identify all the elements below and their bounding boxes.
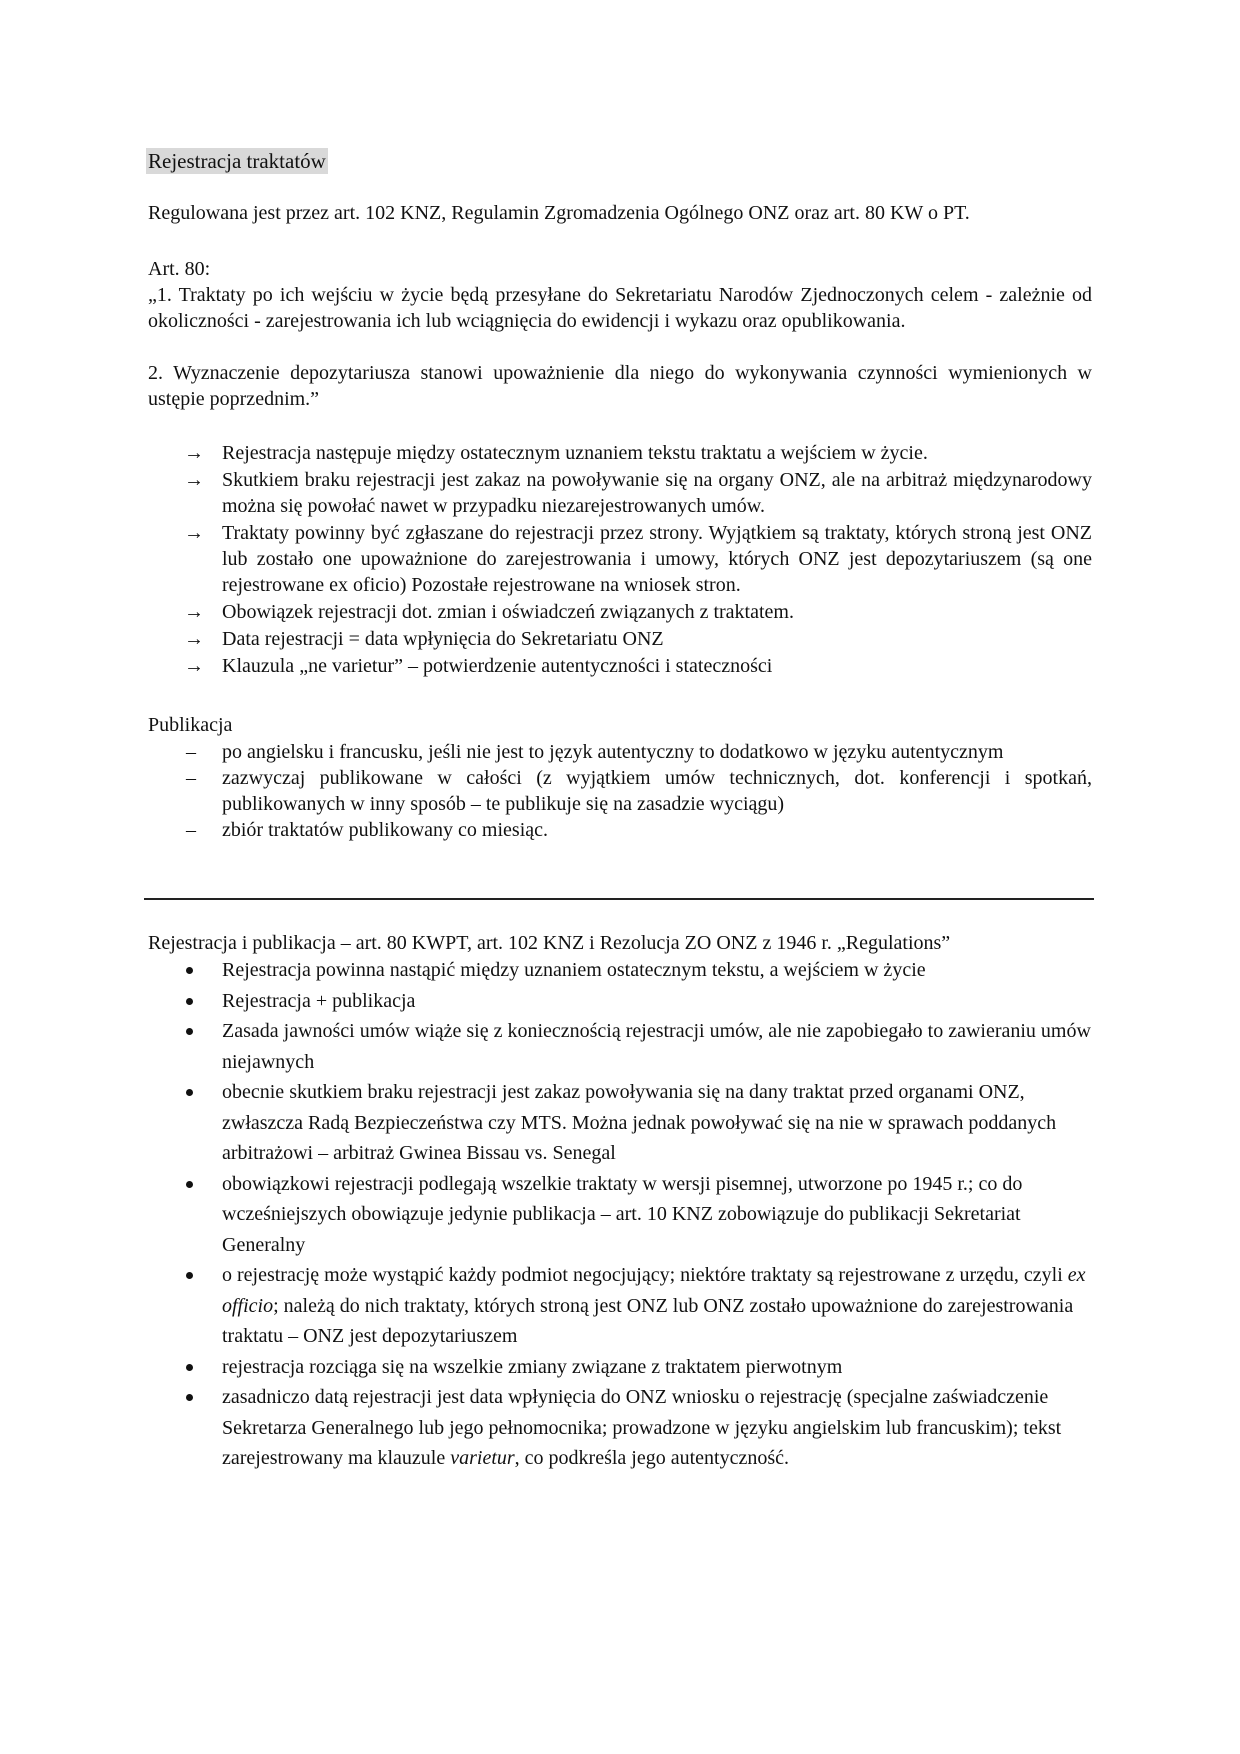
arrow-list-item-text: Klauzula „ne varietur” – potwierdzenie autentyczności i stateczności: [222, 655, 773, 677]
dash-list-item: [148, 817, 1092, 843]
bullet-list-item: [148, 1077, 1092, 1169]
bullet-list-item-text: Rejestracja + publikacja: [222, 989, 416, 1012]
horizontal-divider: [144, 898, 1094, 900]
dash-list-item: [148, 739, 1092, 765]
bullet-icon: [186, 1181, 193, 1188]
art80-paragraph-2: 2. Wyznaczenie depozytariusza stanowi upoważnienie dla niego do wykonywania czynności wymienionych w ustępie poprzednim.”: [148, 362, 1092, 410]
arrow-list-item: [148, 440, 1092, 466]
arrow-list-item-text: Traktaty powinny być zgłaszane do rejestracji przez strony. Wyjątkiem są traktaty, których stroną jest ONZ lub zostało one upoważnione do zarejestrowania i umowy, których ONZ jest depozytariuszem (są one rejestrowane ex oficio) Pozostałe rejestrowane na wniosek stron.: [222, 522, 1092, 596]
bullet-list-item-text: obecnie skutkiem braku rejestracji jest zakaz powoływania się na dany traktat przed organami ONZ, zwłaszcza Radą Bezpieczeństwa czy MTS. Można jednak powoływać się na nie w sprawach poddanych arbitrażowi – arbitraż Gwinea Bissau vs. Senegal: [222, 1081, 1057, 1164]
bullet-list-item-text-italic: varietur: [450, 1447, 515, 1469]
dash-icon: –: [186, 767, 196, 789]
bullet-list-item-text: rejestracja rozciąga się na wszelkie zmiany związane z traktatem pierwotnym: [222, 1355, 843, 1378]
intro-paragraph: Regulowana jest przez art. 102 KNZ, Regulamin Zgromadzenia Ogólnego ONZ oraz art. 80 KW o PT.: [148, 202, 970, 224]
art80-heading: Art. 80:: [148, 258, 211, 280]
arrow-list-item: [148, 520, 1092, 598]
bullet-list-item-text-post: ; należą do nich traktaty, których stroną jest ONZ lub ONZ zostało upoważnione do zarejestrowania traktatu – ONZ jest depozytariuszem: [222, 1294, 1074, 1347]
arrow-list-item: [148, 653, 1092, 679]
bullet-list-item-text-pre: zasadniczo datą rejestracji jest data wpłynięcia do ONZ wniosku o rejestrację (specjalne zaświadczenie Sekretarza Generalnego lub jego pełnomocnika; prowadzone w języku angielskim lub francuskim); tekst zarejestrowany ma klauzule: [222, 1386, 1062, 1469]
bullet-list-item-text-post: , co podkreśla jego autentyczność.: [514, 1447, 790, 1469]
bullet-icon: [186, 1089, 193, 1096]
bullet-icon: [186, 967, 193, 974]
bullet-list-item: [148, 1169, 1092, 1261]
bullet-list-item: [148, 986, 1092, 1017]
bullet-list-item-text-italic: ex officio: [222, 1264, 1086, 1317]
arrow-icon: →: [184, 522, 204, 544]
bullet-list-item-text: Zasada jawności umów wiąże się z koniecznością rejestracji umów, ale nie zapobiegało to zawieraniu umów niejawnych: [222, 1020, 1091, 1073]
arrow-icon: →: [184, 628, 204, 650]
arrow-list-item-text: Rejestracja następuje między ostatecznym uznaniem tekstu traktatu a wejściem w życie.: [222, 442, 928, 464]
bullet-icon: [186, 1272, 193, 1279]
bullet-icon: [186, 1028, 193, 1035]
dash-list: [148, 739, 1092, 843]
dash-list-item-text: zbiór traktatów publikowany co miesiąc.: [222, 819, 549, 841]
dash-list-item-text: zazwyczaj publikowane w całości (z wyjątkiem umów technicznych, dot. konferencji i spotkań, publikowanych w inny sposób – te publikuje się na zasadzie wyciągu): [222, 767, 1092, 815]
bullet-list-item: [148, 955, 1092, 986]
bullet-icon: [186, 1394, 193, 1401]
bullet-list-item: [148, 1352, 1092, 1383]
dash-list-item-text: po angielsku i francusku, jeśli nie jest to język autentyczny to dodatkowo w języku autentycznym: [222, 741, 1004, 763]
arrow-list-item: [148, 626, 1092, 652]
document-title: Rejestracja traktatów: [148, 149, 326, 173]
arrow-list-item-text: Skutkiem braku rejestracji jest zakaz na powoływanie się na organy ONZ, ale na arbitraż międzynarodowy można się powołać nawet w przypadku niezarejestrowanych umów.: [222, 469, 1092, 517]
arrow-list-item-text: Data rejestracji = data wpłynięcia do Sekretariatu ONZ: [222, 628, 664, 650]
bullet-list-item: [148, 1382, 1092, 1474]
bullet-list-item: [148, 1260, 1092, 1352]
bullet-list-item: [148, 1016, 1092, 1077]
arrow-list-item: [148, 599, 1092, 625]
arrow-icon: →: [184, 469, 204, 491]
dash-list-item: [148, 765, 1092, 817]
bullet-icon: [186, 998, 193, 1005]
bullet-list-item-text: obowiązkowi rejestracji podlegają wszelkie traktaty w wersji pisemnej, utworzone po 1945 r.; co do wcześniejszych obowiązuje jedynie publikacja – art. 10 KNZ zobowiązuje do publikacji Sekretariat Generalny: [222, 1172, 1023, 1256]
arrow-icon: →: [184, 442, 204, 464]
arrow-icon: →: [184, 655, 204, 677]
bullet-list-item-text-pre: o rejestrację może wystąpić każdy podmiot negocjujący; niektóre traktaty są rejestrowane z urzędu, czyli: [222, 1264, 1068, 1286]
publikacja-heading: Publikacja: [148, 714, 233, 736]
section2-heading: Rejestracja i publikacja – art. 80 KWPT, art. 102 KNZ i Rezolucja ZO ONZ z 1946 r. „Regulations”: [148, 932, 951, 954]
dash-icon: –: [186, 741, 196, 763]
bullet-icon: [186, 1364, 193, 1371]
arrow-list-item: [148, 467, 1092, 519]
art80-paragraph-1: „1. Traktaty po ich wejściu w życie będą przesyłane do Sekretariatu Narodów Zjednoczonych celem - zależnie od okoliczności - zarejestrowania ich lub wciągnięcia do ewidencji i wykazu oraz opublikowania.: [148, 284, 1092, 332]
arrow-icon: →: [184, 601, 204, 623]
dash-icon: –: [186, 819, 196, 841]
bullet-list: [148, 955, 1092, 1474]
arrow-list: [148, 440, 1092, 680]
bullet-list-item-text: Rejestracja powinna nastąpić między uznaniem ostatecznym tekstu, a wejściem w życie: [222, 959, 926, 981]
arrow-list-item-text: Obowiązek rejestracji dot. zmian i oświadczeń związanych z traktatem.: [222, 601, 794, 623]
